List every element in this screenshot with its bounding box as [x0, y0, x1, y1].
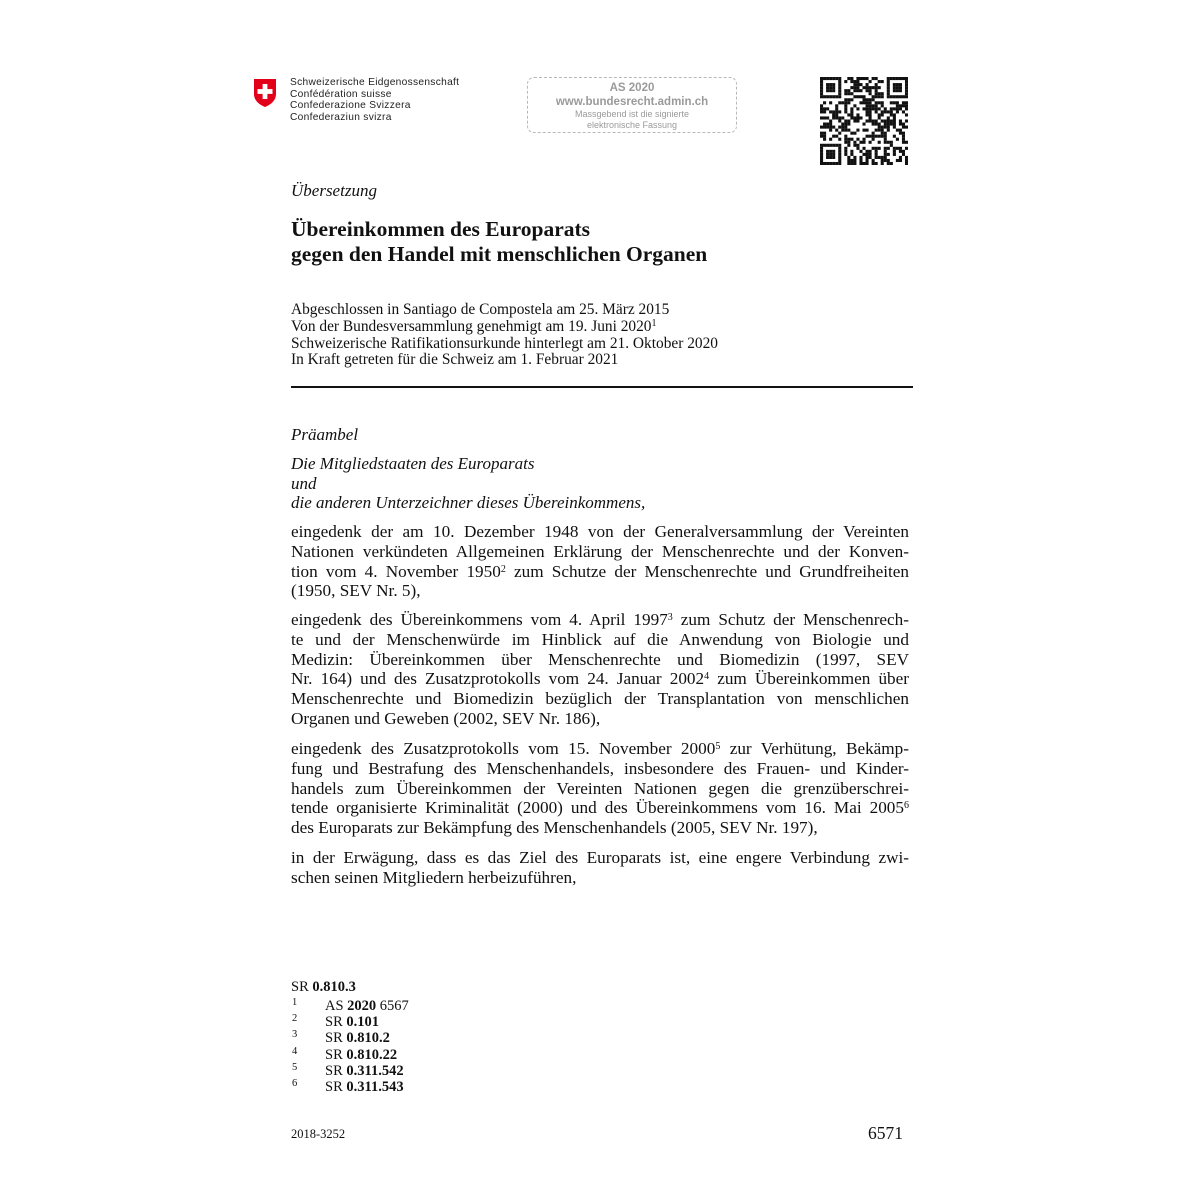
footnote-ref: 6 — [904, 800, 909, 812]
preamble-paragraph-2 — [291, 610, 909, 729]
sr-prefix: SR — [291, 979, 313, 995]
footnote-number: 2 — [292, 1013, 298, 1025]
title-line-2: gegen den Handel mit menschlichen Organen — [291, 242, 708, 266]
meta-approved — [291, 319, 718, 336]
sr-reference — [291, 979, 356, 995]
footnote-number: 4 — [292, 1045, 298, 1057]
paragraph-line: handels zum Übereinkommen der Vereinten Nationen gegen die grenzüberschrei- — [291, 778, 909, 798]
paragraph-line: Medizin: Übereinkommen über Menschenrechte und Biomedizin (1997, SEV — [291, 649, 909, 669]
paragraph-line — [291, 798, 909, 818]
footnote-text: AS 2020 6567 — [325, 998, 409, 1014]
preamble-parties — [291, 454, 645, 513]
page-number: 6571 — [868, 1123, 903, 1143]
footnote-ref: 4 — [704, 671, 710, 683]
paragraph-line: des Europarats zur Bekämpfung des Menschenhandels (2005, SEV Nr. 197), — [291, 818, 818, 838]
translation-note: Übersetzung — [291, 181, 377, 200]
preamble-paragraph-3 — [291, 739, 909, 838]
preamble-paragraph-4 — [291, 848, 909, 888]
stamp-as-number: AS 2020 — [609, 82, 655, 94]
paragraph-line: eingedenk der am 10. Dezember 1948 von der Generalversammlung der Vereinten — [291, 522, 909, 541]
footnote-ref: 5 — [715, 741, 721, 752]
line-text: zum Schutze der Menschenrechte und Grundfreiheiten — [505, 561, 910, 581]
sr-number: 0.810.3 — [312, 979, 356, 995]
line-text: eingedenk des Zusatzprotokolls vom 15. November 2000 — [291, 739, 716, 758]
parties-line-1: Die Mitgliedstaaten des Europarats — [291, 454, 535, 473]
paragraph-line: te und der Menschenwürde im Hinblick auf die Anwendung von Biologie und — [291, 629, 909, 649]
parties-line-2: und — [291, 473, 317, 493]
header-divider — [291, 386, 913, 388]
paragraph-line: Organen und Geweben (2002, SEV Nr. 186), — [291, 708, 601, 728]
paragraph-line — [291, 610, 909, 630]
document-number: 2018-3252 — [291, 1127, 346, 1141]
line-text: zum Übereinkommen über — [709, 669, 909, 689]
footnote-text: SR 0.810.2 — [325, 1030, 390, 1047]
line-text: tion vom 4. November 1950 — [291, 561, 501, 581]
stamp-note-1: Massgebend ist die signierte — [574, 109, 690, 119]
federal-name-fr: Confédération suisse — [290, 88, 392, 100]
line-text: zur Verhütung, Bekämp- — [720, 739, 909, 758]
meta-concluded: Abgeschlossen in Santiago de Compostela am 25. März 2015 — [291, 301, 670, 318]
paragraph-line — [291, 669, 909, 689]
meta-in-force: In Kraft getreten für die Schweiz am 1. Februar 2021 — [291, 351, 619, 369]
paragraph-line: schen seinen Mitgliedern herbeizuführen, — [291, 867, 577, 887]
paragraph-line: in der Erwägung, dass es das Ziel des Europarats ist, eine engere Verbindung zwi- — [291, 848, 909, 867]
footnote-text: SR 0.311.543 — [325, 1078, 404, 1095]
preamble-heading: Präambel — [291, 425, 359, 444]
footnote-ref: 2 — [500, 563, 506, 575]
footnote-text: SR 0.810.22 — [325, 1046, 398, 1063]
document-metadata — [291, 302, 718, 369]
meta-ratified: Schweizerische Ratifikationsurkunde hinterlegt am 21. Oktober 2020 — [291, 334, 718, 352]
line-text: eingedenk des Übereinkommens vom 4. April 1997 — [291, 610, 668, 629]
paragraph-line: (1950, SEV Nr. 5), — [291, 581, 421, 601]
footnote-number: 1 — [292, 997, 298, 1008]
footnote-number: 6 — [292, 1077, 298, 1089]
preamble-paragraph-1 — [291, 522, 909, 601]
footnote-ref: 3 — [667, 612, 673, 623]
meta-approved-text: Von der Bundesversammlung genehmigt am 19. Juni 2020 — [291, 317, 652, 335]
parties-line-3: die anderen Unterzeichner dieses Übereinkommens, — [291, 493, 646, 512]
footnote-text: SR 0.101 — [325, 1014, 379, 1031]
line-text: Nr. 164) und des Zusatzprotokolls vom 24. Januar 2002 — [291, 669, 705, 689]
paragraph-line: Nationen verkündeten Allgemeinen Erklärung der Menschenrechte und der Konven- — [291, 541, 909, 561]
federal-name-it: Confederazione Svizzera — [290, 100, 411, 111]
swiss-cross-icon — [253, 78, 277, 108]
footnote-number: 3 — [292, 1029, 298, 1041]
paragraph-line — [291, 739, 909, 759]
paragraph-line: Menschenrechte und Biomedizin bezüglich der Transplantation von menschlichen — [291, 689, 909, 709]
paragraph-line: fung und Bestrafung des Menschenhandels, insbesondere des Frauen- und Kinder- — [291, 758, 909, 778]
official-stamp — [527, 77, 737, 133]
paragraph-line — [291, 562, 909, 582]
document-title — [291, 217, 707, 267]
federal-name-rm: Confederaziun svizra — [290, 111, 392, 123]
title-line-1: Übereinkommen des Europarats — [291, 217, 591, 241]
qr-code-icon — [820, 77, 908, 165]
footnote-text: SR 0.311.542 — [325, 1062, 404, 1079]
footnote-ref: 1 — [651, 317, 657, 329]
federal-names — [290, 77, 459, 123]
stamp-url: www.bundesrecht.admin.ch — [555, 96, 709, 108]
line-text: tende organisierte Kriminalität (2000) und des Übereinkommens vom 16. Mai 2005 — [291, 798, 904, 818]
federal-name-de: Schweizerische Eidgenossenschaft — [290, 77, 460, 88]
footnote-number: 5 — [292, 1061, 298, 1073]
line-text: zum Schutz der Menschenrech- — [672, 610, 909, 629]
stamp-note-2: elektronische Fassung — [586, 120, 678, 130]
